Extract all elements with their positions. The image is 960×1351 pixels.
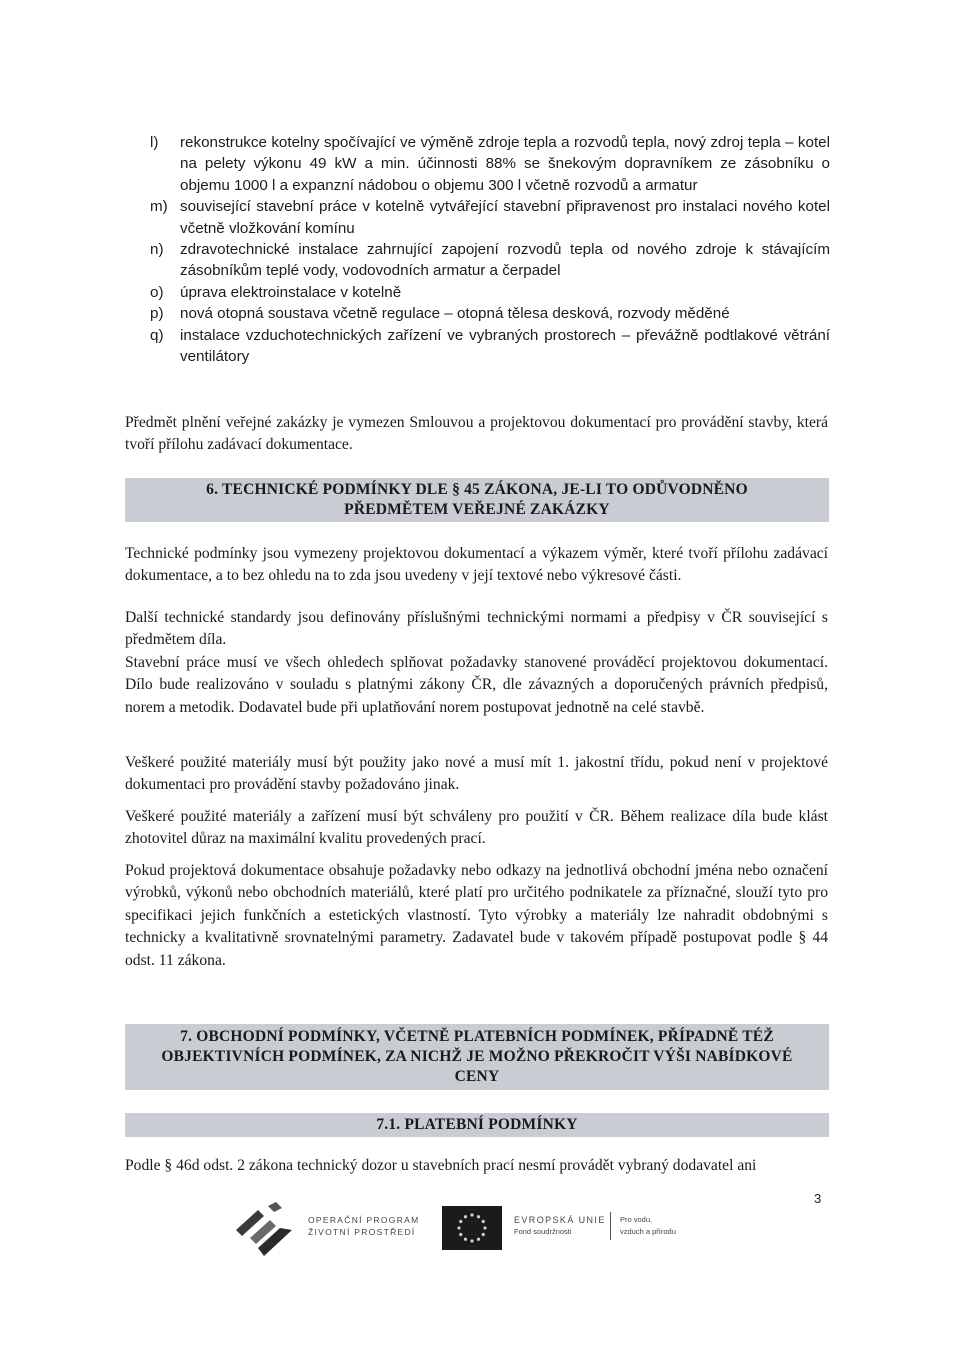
work-items-list: [150, 132, 830, 367]
eu-title: EVROPSKÁ UNIE: [514, 1215, 606, 1225]
section-7-heading-line1: 7. OBCHODNÍ PODMÍNKY, VČETNĚ PLATEBNÍCH PODMÍNEK, PŘÍPADNĚ TÉŽ: [180, 1028, 774, 1045]
section-7-heading-line3: CENY: [454, 1068, 500, 1085]
eu-motto-line2: vzduch a přírodu: [620, 1227, 676, 1236]
eu-motto: [620, 1214, 676, 1238]
eu-star-icon: [457, 1226, 460, 1229]
list-item-text: související stavební práce v kotelně vytvářející stavební připravenost pro instalaci nového kotel včetně vložkování komínu: [180, 198, 830, 237]
eu-star-icon: [482, 1233, 485, 1236]
footer-separator: [610, 1212, 611, 1240]
technical-conditions-paragraph: Technické podmínky jsou vymezeny projektovou dokumentací a výkazem výměr, které tvoří přílohu zadávací dokumentace, a to bez ohledu na to zda jsou uvedeny v její textové nebo výkresové části.: [125, 545, 828, 585]
op-zivotni-prostredi-logo-icon: [228, 1200, 302, 1258]
technical-standards-paragraph: Další technické standardy jsou definovány příslušnými technickými normami a předpisy v ČR související s předmětem díla.: [125, 609, 828, 649]
eu-star-icon: [483, 1226, 486, 1229]
list-item: [150, 196, 830, 239]
list-item-text: zdravotechnické instalace zahrnující zapojení rozvodů tepla od nového zdroje k stávajícím zásobníkům teplé vody, vodovodních armatur a čerpadel: [180, 241, 830, 280]
eu-star-icon: [470, 1213, 473, 1216]
eu-star-icon: [464, 1215, 467, 1218]
list-item-marker: m): [150, 198, 168, 216]
eu-text: [514, 1214, 606, 1238]
materials-quality-paragraph: Veškeré použité materiály musí být použity jako nové a musí mít 1. jakostní třídu, pokud není v projektové dokumentaci pro provádění stavby požadováno jinak.: [125, 754, 828, 794]
list-item-text: rekonstrukce kotelny spočívající ve výměně zdroje tepla a rozvodů tepla, nový zdroj tepla – kotel na pelety výkonu 49 kW a min. účinnosti 88% se šnekovým dopravníkem ze zásobníku o objemu 1000 l a expanzní nádobou o objemu 300 l včetně rozvodů a armatur: [180, 134, 830, 194]
section-7-1-heading: [125, 1113, 829, 1137]
list-item-text: nová otopná soustava včetně regulace – otopná tělesa desková, rozvody měděné: [180, 305, 730, 323]
eu-star-icon: [477, 1238, 480, 1241]
list-item-marker: q): [150, 326, 164, 344]
construction-work-paragraph: Stavební práce musí ve všech ohledech splňovat požadavky stanovené prováděcí projektovou dokumentací. Dílo bude realizováno v souladu s platnými zákony ČR, dle závazných a doporučených právních předpisů, norem a metodik. Dodavatel bude při uplatňování norem postupovat jednotně na celé stavbě.: [125, 654, 828, 716]
op-program-line2: ŽIVOTNÍ PROSTŘEDÍ: [308, 1227, 416, 1237]
list-item-text: úprava elektroinstalace v kotelně: [180, 283, 402, 301]
list-item: [150, 239, 830, 282]
footer-logos: [228, 1200, 708, 1260]
section-6-heading-line2: PŘEDMĚTEM VEŘEJNÉ ZAKÁZKY: [344, 501, 610, 518]
list-item: [150, 303, 830, 324]
list-item-text: instalace vzduchotechnických zařízení ve vybraných prostorech – převážně podtlakové větrání ventilátory: [180, 326, 830, 366]
eu-flag-icon: [442, 1206, 502, 1250]
subject-paragraph: Předmět plnění veřejné zakázky je vymezen Smlouvou a projektovou dokumentací pro provádění stavby, která tvoří přílohu zadávací dokumentace.: [125, 414, 828, 454]
list-item: [150, 132, 830, 196]
section-7-1-heading-text: 7.1. PLATEBNÍ PODMÍNKY: [376, 1116, 578, 1133]
eu-star-icon: [482, 1220, 485, 1223]
op-program-text: [308, 1214, 419, 1238]
eu-star-icon: [477, 1215, 480, 1218]
list-item: [150, 282, 830, 303]
section-7-heading: [125, 1024, 829, 1090]
list-item-marker: p): [150, 305, 164, 323]
payment-paragraph: Podle § 46d odst. 2 zákona technický dozor u stavebních prací nesmí provádět vybraný dodavatel ani: [125, 1157, 757, 1174]
section-6-heading: [125, 478, 829, 522]
trade-names-paragraph: Pokud projektová dokumentace obsahuje požadavky nebo odkazy na jednotlivá obchodní jména nebo označení výrobků, výkonů nebo obchodních materiálů, které platí pro určitého podnikatele za příznačné, slouží tyto pro specifikaci jejich funkčních a estetických vlastností. Tyto výrobky a materiály lze nahradit obdobnými s technicky a kvalitativně srovnatelnými parametry. Zadavatel bude v takovém případě postupovat podle § 44 odst. 11 zákona.: [125, 862, 828, 969]
list-item-marker: n): [150, 241, 164, 259]
eu-fund: Fond soudržnosti: [514, 1227, 572, 1236]
list-item-marker: o): [150, 283, 164, 301]
section-7-heading-line2: OBJEKTIVNÍCH PODMÍNEK, ZA NICHŽ JE MOŽNO PŘEKROČIT VÝŠI NABÍDKOVÉ: [161, 1048, 793, 1065]
eu-motto-line1: Pro vodu,: [620, 1215, 653, 1224]
eu-star-icon: [459, 1233, 462, 1236]
eu-star-icon: [459, 1220, 462, 1223]
materials-approval-paragraph: Veškeré použité materiály a zařízení musí být schváleny pro použití v ČR. Během realizace díla bude klást zhotovitel důraz na maximální kvalitu provedených prací.: [125, 808, 828, 848]
eu-star-icon: [470, 1239, 473, 1242]
section-6-heading-line1: 6. TECHNICKÉ PODMÍNKY DLE § 45 ZÁKONA, JE-LI TO ODŮVODNĚNO: [206, 481, 748, 498]
list-item: [150, 325, 830, 368]
list-item-marker: l): [150, 134, 159, 151]
page-number: 3: [814, 1191, 822, 1206]
eu-star-icon: [464, 1238, 467, 1241]
op-program-line1: OPERAČNÍ PROGRAM: [308, 1215, 420, 1225]
